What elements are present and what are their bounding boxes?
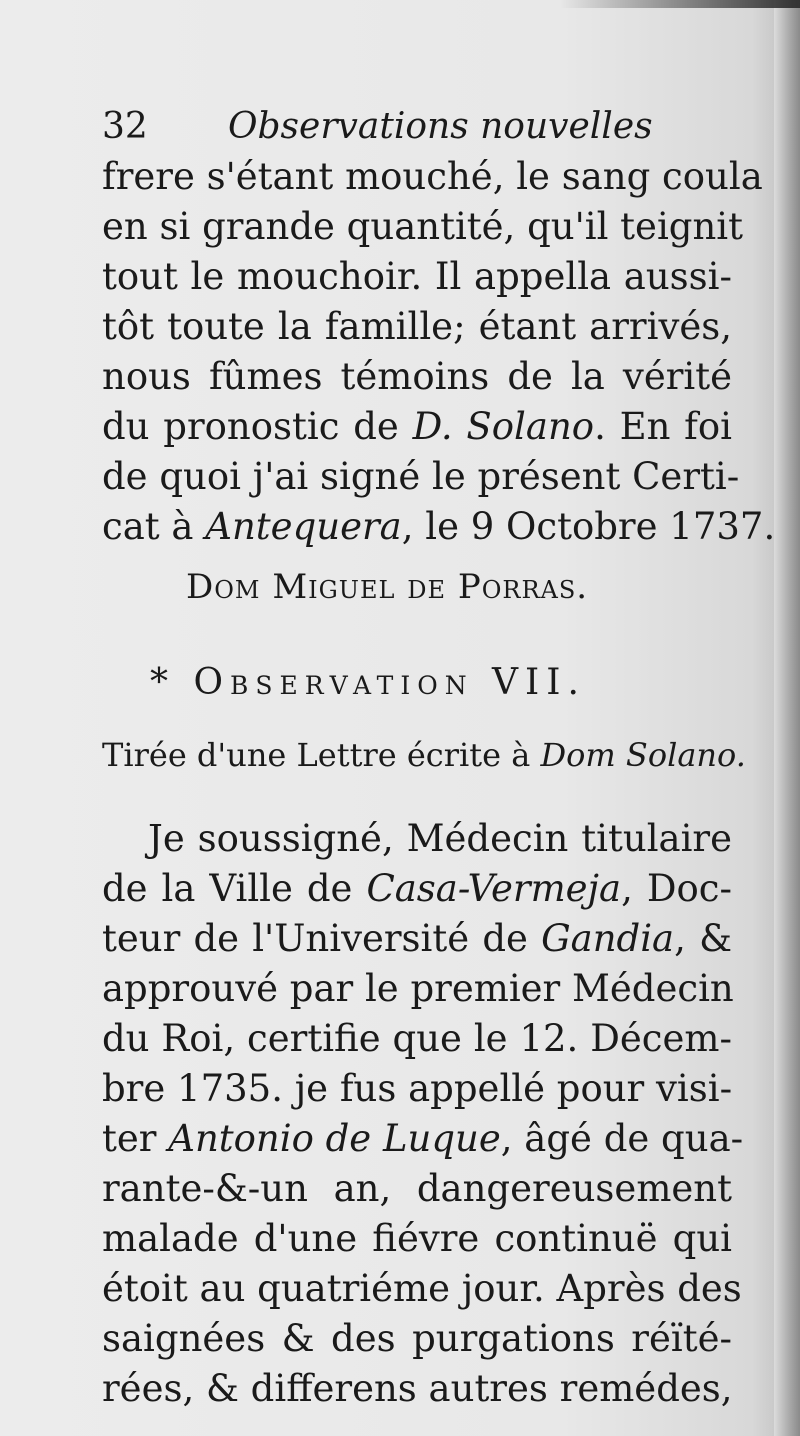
text-span: ter bbox=[102, 1117, 157, 1160]
text-line: bre 1735. je fus appellé pour visi- bbox=[102, 1067, 733, 1110]
text-line: nous fûmes témoins de la vérité bbox=[102, 355, 732, 398]
text-span: de la Ville de bbox=[102, 867, 353, 910]
text-line: de quoi j'ai signé le présent Certi- bbox=[102, 455, 740, 498]
text-line: frere s'étant mouché, le sang coula bbox=[102, 155, 763, 198]
text-span: cat à bbox=[102, 505, 194, 548]
section-subtitle bbox=[102, 720, 746, 790]
page-number: 32 bbox=[102, 106, 148, 147]
text-span: . En foi bbox=[594, 405, 732, 448]
italic-place: Casa-Vermeja bbox=[366, 867, 622, 910]
text-line: tôt toute la famille; étant arrivés, bbox=[102, 305, 732, 348]
section-title: * Observation VII. bbox=[150, 662, 586, 703]
text-line: tout le mouchoir. Il appella aussi- bbox=[102, 255, 732, 298]
page-header bbox=[102, 100, 732, 152]
text-span: , le 9 Octobre 1737. bbox=[401, 505, 776, 548]
text-line: rées, & differens autres remédes, bbox=[102, 1367, 733, 1410]
page-text bbox=[102, 100, 776, 1414]
text-line bbox=[102, 1114, 744, 1164]
text-line: malade d'une fiévre continuë qui bbox=[102, 1217, 732, 1260]
paragraph-2 bbox=[102, 814, 744, 1414]
running-head: Observations nouvelles bbox=[228, 106, 653, 147]
text-span: du pronostic de bbox=[102, 405, 399, 448]
subtitle-text: Tirée d'une Lettre écrite à bbox=[102, 736, 531, 774]
page-edge-shadow bbox=[774, 0, 800, 1436]
text-span: , & bbox=[674, 917, 732, 960]
text-line: en si grande quantité, qu'il teignit bbox=[102, 205, 743, 248]
text-span: teur de l'Université de bbox=[102, 917, 528, 960]
text-line: rante-&-un an, dangereusement bbox=[102, 1167, 732, 1210]
text-line: saignées & des purgations réïté- bbox=[102, 1317, 732, 1360]
text-line: approuvé par le premier Médecin bbox=[102, 967, 734, 1010]
text-line: étoit au quatriéme jour. Après des bbox=[102, 1267, 742, 1310]
text-line: du Roi, certifie que le 12. Décem- bbox=[102, 1017, 732, 1060]
signature: Dom Miguel de Porras. bbox=[186, 567, 589, 607]
text-line: Je soussigné, Médecin titulaire bbox=[148, 817, 732, 860]
italic-place: Antequera bbox=[205, 505, 402, 548]
italic-place: Gandia bbox=[541, 917, 675, 960]
spacer bbox=[102, 790, 732, 814]
text-line bbox=[102, 402, 732, 452]
text-span: , Doc- bbox=[621, 867, 732, 910]
text-line bbox=[102, 864, 732, 914]
top-edge-shadow bbox=[560, 0, 800, 8]
italic-name: D. Solano bbox=[412, 405, 595, 448]
text-line bbox=[102, 914, 732, 964]
text-line bbox=[102, 502, 776, 552]
text-span: , âgé de qua- bbox=[500, 1117, 744, 1160]
paragraph-1 bbox=[102, 152, 776, 552]
italic-name: Antonio de Luque bbox=[168, 1117, 501, 1160]
subtitle-italic: Dom Solano. bbox=[540, 736, 746, 774]
